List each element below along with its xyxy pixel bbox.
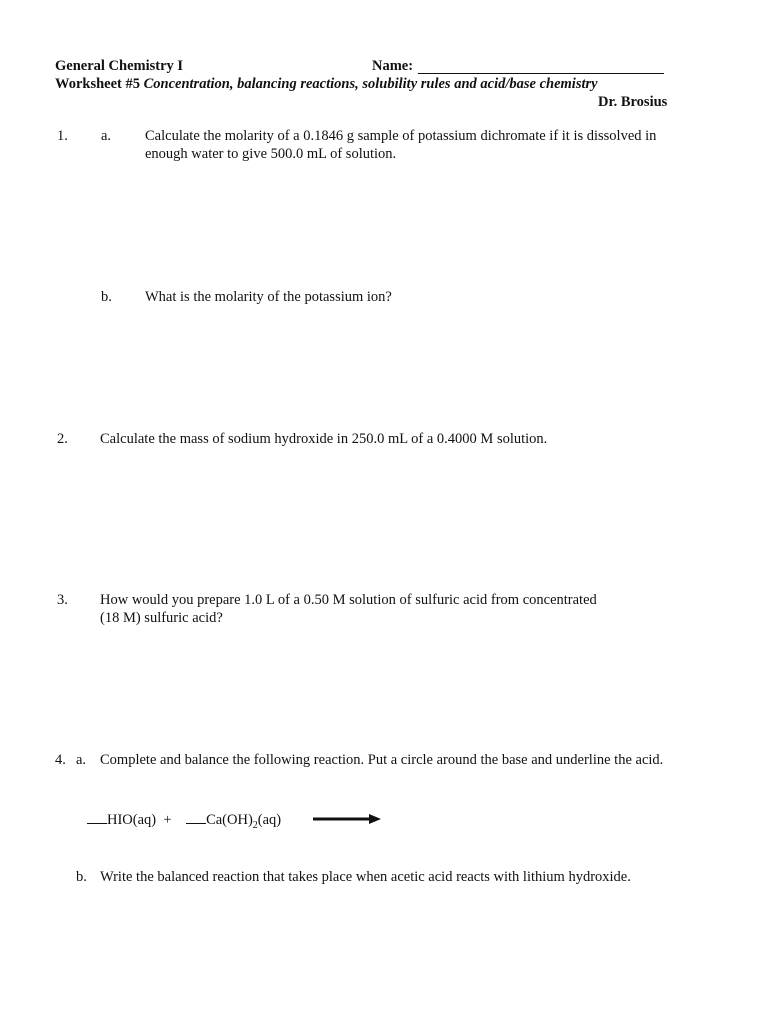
course-title: General Chemistry I: [55, 58, 184, 74]
worksheet-number: Worksheet #5: [55, 76, 140, 92]
name-label: Name:: [372, 58, 414, 74]
worksheet-topic: Concentration, balancing reactions, solubility rules and acid/base chemistry: [143, 76, 598, 92]
q3-number: 3.: [57, 592, 68, 608]
name-blank-line: [418, 73, 664, 74]
plus-sign: +: [163, 812, 172, 828]
q1-number: 1.: [57, 128, 68, 144]
q4a-label: a.: [76, 752, 87, 768]
reactant-2: [206, 812, 282, 831]
q4b-text: Write the balanced reaction that takes place when acetic acid reacts with lithium hydroxide.: [100, 869, 631, 885]
coefficient-blank-2: [186, 811, 206, 824]
q1b-text: What is the molarity of the potassium ion?: [145, 289, 392, 305]
q1a-text-line2: enough water to give 500.0 mL of solution.: [145, 146, 397, 162]
q3-text-line2: (18 M) sulfuric acid?: [100, 610, 223, 626]
q4a-text: Complete and balance the following reaction. Put a circle around the base and underline the acid.: [100, 752, 664, 768]
reactant-2-subscript: 2: [252, 819, 258, 831]
q2-number: 2.: [57, 431, 68, 447]
q4b-label: b.: [76, 869, 87, 885]
reaction-equation: [87, 811, 281, 829]
reactant-2-state: (aq): [257, 812, 282, 828]
coefficient-blank-1: [87, 811, 107, 824]
q1a-label: a.: [101, 128, 112, 144]
reactant-1: HIO(aq): [107, 812, 157, 828]
worksheet-title: [55, 76, 598, 93]
instructor-name: Dr. Brosius: [598, 94, 668, 110]
q1b-label: b.: [101, 289, 112, 305]
q4-number: 4.: [55, 752, 66, 768]
q3-text-line1: How would you prepare 1.0 L of a 0.50 M solution of sulfuric acid from concentrated: [100, 592, 597, 608]
reactant-2-base: Ca(OH): [206, 812, 253, 828]
q2-text: Calculate the mass of sodium hydroxide in 250.0 mL of a 0.4000 M solution.: [100, 431, 548, 447]
reaction-arrow-icon: [313, 812, 383, 826]
q1a-text-line1: Calculate the molarity of a 0.1846 g sample of potassium dichromate if it is dissolved in: [145, 128, 657, 144]
